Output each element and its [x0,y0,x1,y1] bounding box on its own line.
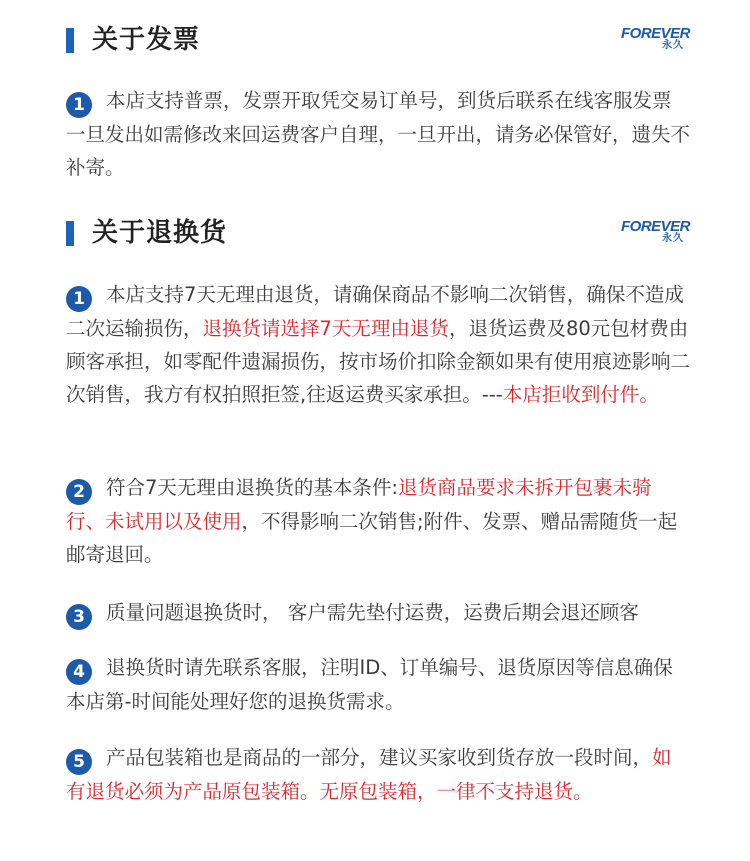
section-header-returns [66,215,690,251]
number-badge: 4 [66,659,92,685]
item-text: ，不得影响二次销售;附件、发票、赠品需随货一起邮寄退回。 [66,510,678,566]
section-title: 关于发票 [92,25,201,55]
returns-item-2 [66,471,690,571]
returns-item-5 [66,741,690,808]
logo-wordmark: FOREVER [620,25,690,42]
section-header-invoice [66,22,690,58]
item-text: 本店支持普票，发票开取凭交易订单号，到货后联系在线客服发票一旦发出如需修改来回运费客户自理，一旦开出，请务必保管好，遗失不补寄。 [66,89,691,179]
invoice-item-1 [66,84,690,184]
logo-wordmark: FOREVER [620,218,690,235]
forever-logo [618,219,690,245]
number-badge: 1 [66,92,92,118]
section-marker-bar [66,221,74,246]
item-highlight: 本店拒收到付件。 [502,383,659,406]
logo-chinese: 永久 [662,40,684,51]
item-highlight: 退货商品要求未拆开包裹未骑行、未试用以及使用 [66,476,652,533]
number-badge: 1 [66,286,92,312]
item-text: ，退货运费及80元包材费由顾客承担，如零配件遗漏损伤，按市场价扣除金额如果有使用痕迹影响二次销售，我方有权拍照拒签,往返运费买家承担。--- [66,317,691,406]
item-highlight: 退换货请选择7天无理由退货 [202,317,449,340]
item-text: 产品包装箱也是商品的一部分，建议买家收到货存放一段时间， [106,746,653,769]
logo-chinese: 永久 [662,233,684,244]
forever-logo [618,26,690,52]
section-marker-bar [66,28,74,53]
item-text: 质量问题退换货时， 客户需先垫付运费，运费后期会退还顾客 [106,601,639,624]
number-badge: 3 [66,604,92,630]
item-highlight: 如有退货必须为产品原包装箱。无原包装箱，一律不支持退货。 [66,746,672,803]
number-badge: 5 [66,749,92,775]
returns-item-1 [66,278,690,411]
section-title: 关于退换货 [92,218,228,248]
returns-item-4 [66,651,690,718]
number-badge: 2 [66,479,92,505]
item-text: 符合7天无理由退换货的基本条件: [106,476,398,499]
returns-item-3 [66,596,690,630]
item-text: 退换货时请先联系客服，注明ID、订单编号、退货原因等信息确保本店第-时间能处理好您的退换货需求。 [66,656,673,713]
item-text: 本店支持7天无理由退货，请确保商品不影响二次销售，确保不造成二次运输损伤， [66,283,684,340]
